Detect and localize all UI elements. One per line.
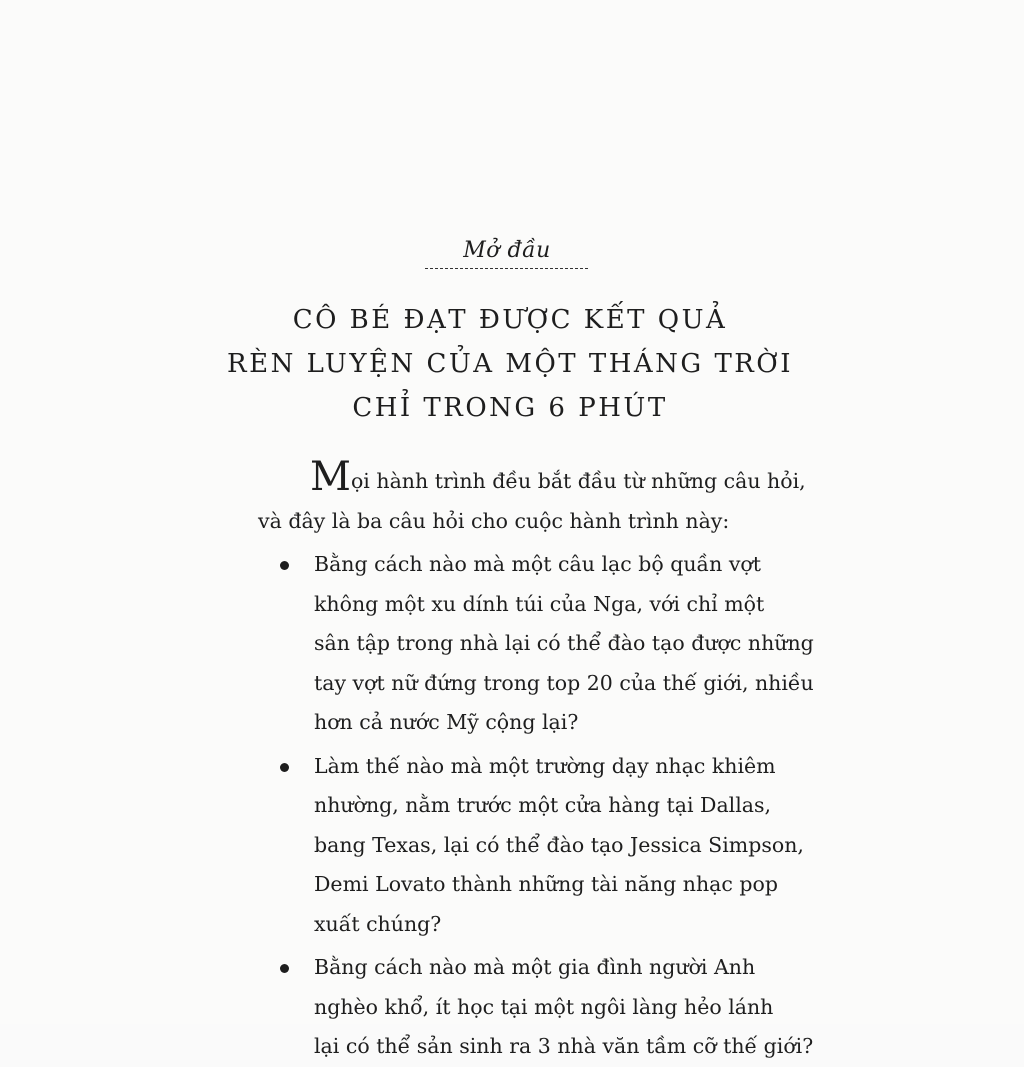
question-line: nghèo khổ, ít học tại một ngôi làng hẻo lánh bbox=[314, 994, 774, 1019]
question-line: sân tập trong nhà lại có thể đào tạo được những bbox=[314, 631, 814, 655]
question-line: Bằng cách nào mà một gia đình người Anh bbox=[314, 955, 756, 979]
question-line: không một xu dính túi của Nga, với chỉ một bbox=[314, 591, 765, 616]
question-item bbox=[258, 545, 814, 743]
question-line: nhường, nằm trước một cửa hàng tại Dallas, bbox=[314, 793, 772, 817]
intro-line bbox=[258, 454, 806, 502]
chapter-title-line: CHỈ TRONG 6 PHÚT bbox=[352, 393, 668, 423]
question-line: bang Texas, lại có thể đào tạo Jessica Simpson, bbox=[314, 832, 804, 857]
question-line: Bằng cách nào mà một câu lạc bộ quần vợt bbox=[314, 552, 761, 576]
question-item bbox=[258, 948, 814, 1067]
chapter-title-line: RÈN LUYỆN CỦA MỘT THÁNG TRỜI bbox=[227, 349, 793, 379]
question-line: tay vợt nữ đứng trong top 20 của thế giới, nhiều bbox=[314, 670, 814, 695]
question-list bbox=[258, 545, 814, 1067]
section-divider bbox=[425, 268, 588, 269]
body-text bbox=[258, 454, 814, 1067]
intro-line: và đây là ba câu hỏi cho cuộc hành trình này: bbox=[258, 508, 730, 533]
bullet-icon bbox=[280, 763, 289, 772]
question-line: xuất chúng? bbox=[314, 911, 442, 936]
question-item bbox=[258, 747, 804, 945]
intro-line-text: ọi hành trình đều bắt đầu từ những câu hỏi, bbox=[350, 469, 806, 493]
intro-paragraph bbox=[258, 454, 806, 541]
chapter-title-line: CÔ BÉ ĐẠT ĐƯỢC KẾT QUẢ bbox=[292, 305, 728, 335]
bullet-icon bbox=[280, 561, 289, 570]
question-line: Demi Lovato thành những tài năng nhạc pop bbox=[314, 872, 778, 896]
section-label: Mở đầu bbox=[463, 238, 551, 263]
question-line: lại có thể sản sinh ra 3 nhà văn tầm cỡ thế giới? bbox=[314, 1034, 814, 1058]
question-line: hơn cả nước Mỹ cộng lại? bbox=[314, 710, 579, 734]
drop-cap: M bbox=[310, 454, 351, 500]
bullet-icon bbox=[280, 964, 289, 973]
question-line: Làm thế nào mà một trường dạy nhạc khiêm bbox=[314, 753, 776, 778]
chapter-title bbox=[0, 298, 1020, 430]
